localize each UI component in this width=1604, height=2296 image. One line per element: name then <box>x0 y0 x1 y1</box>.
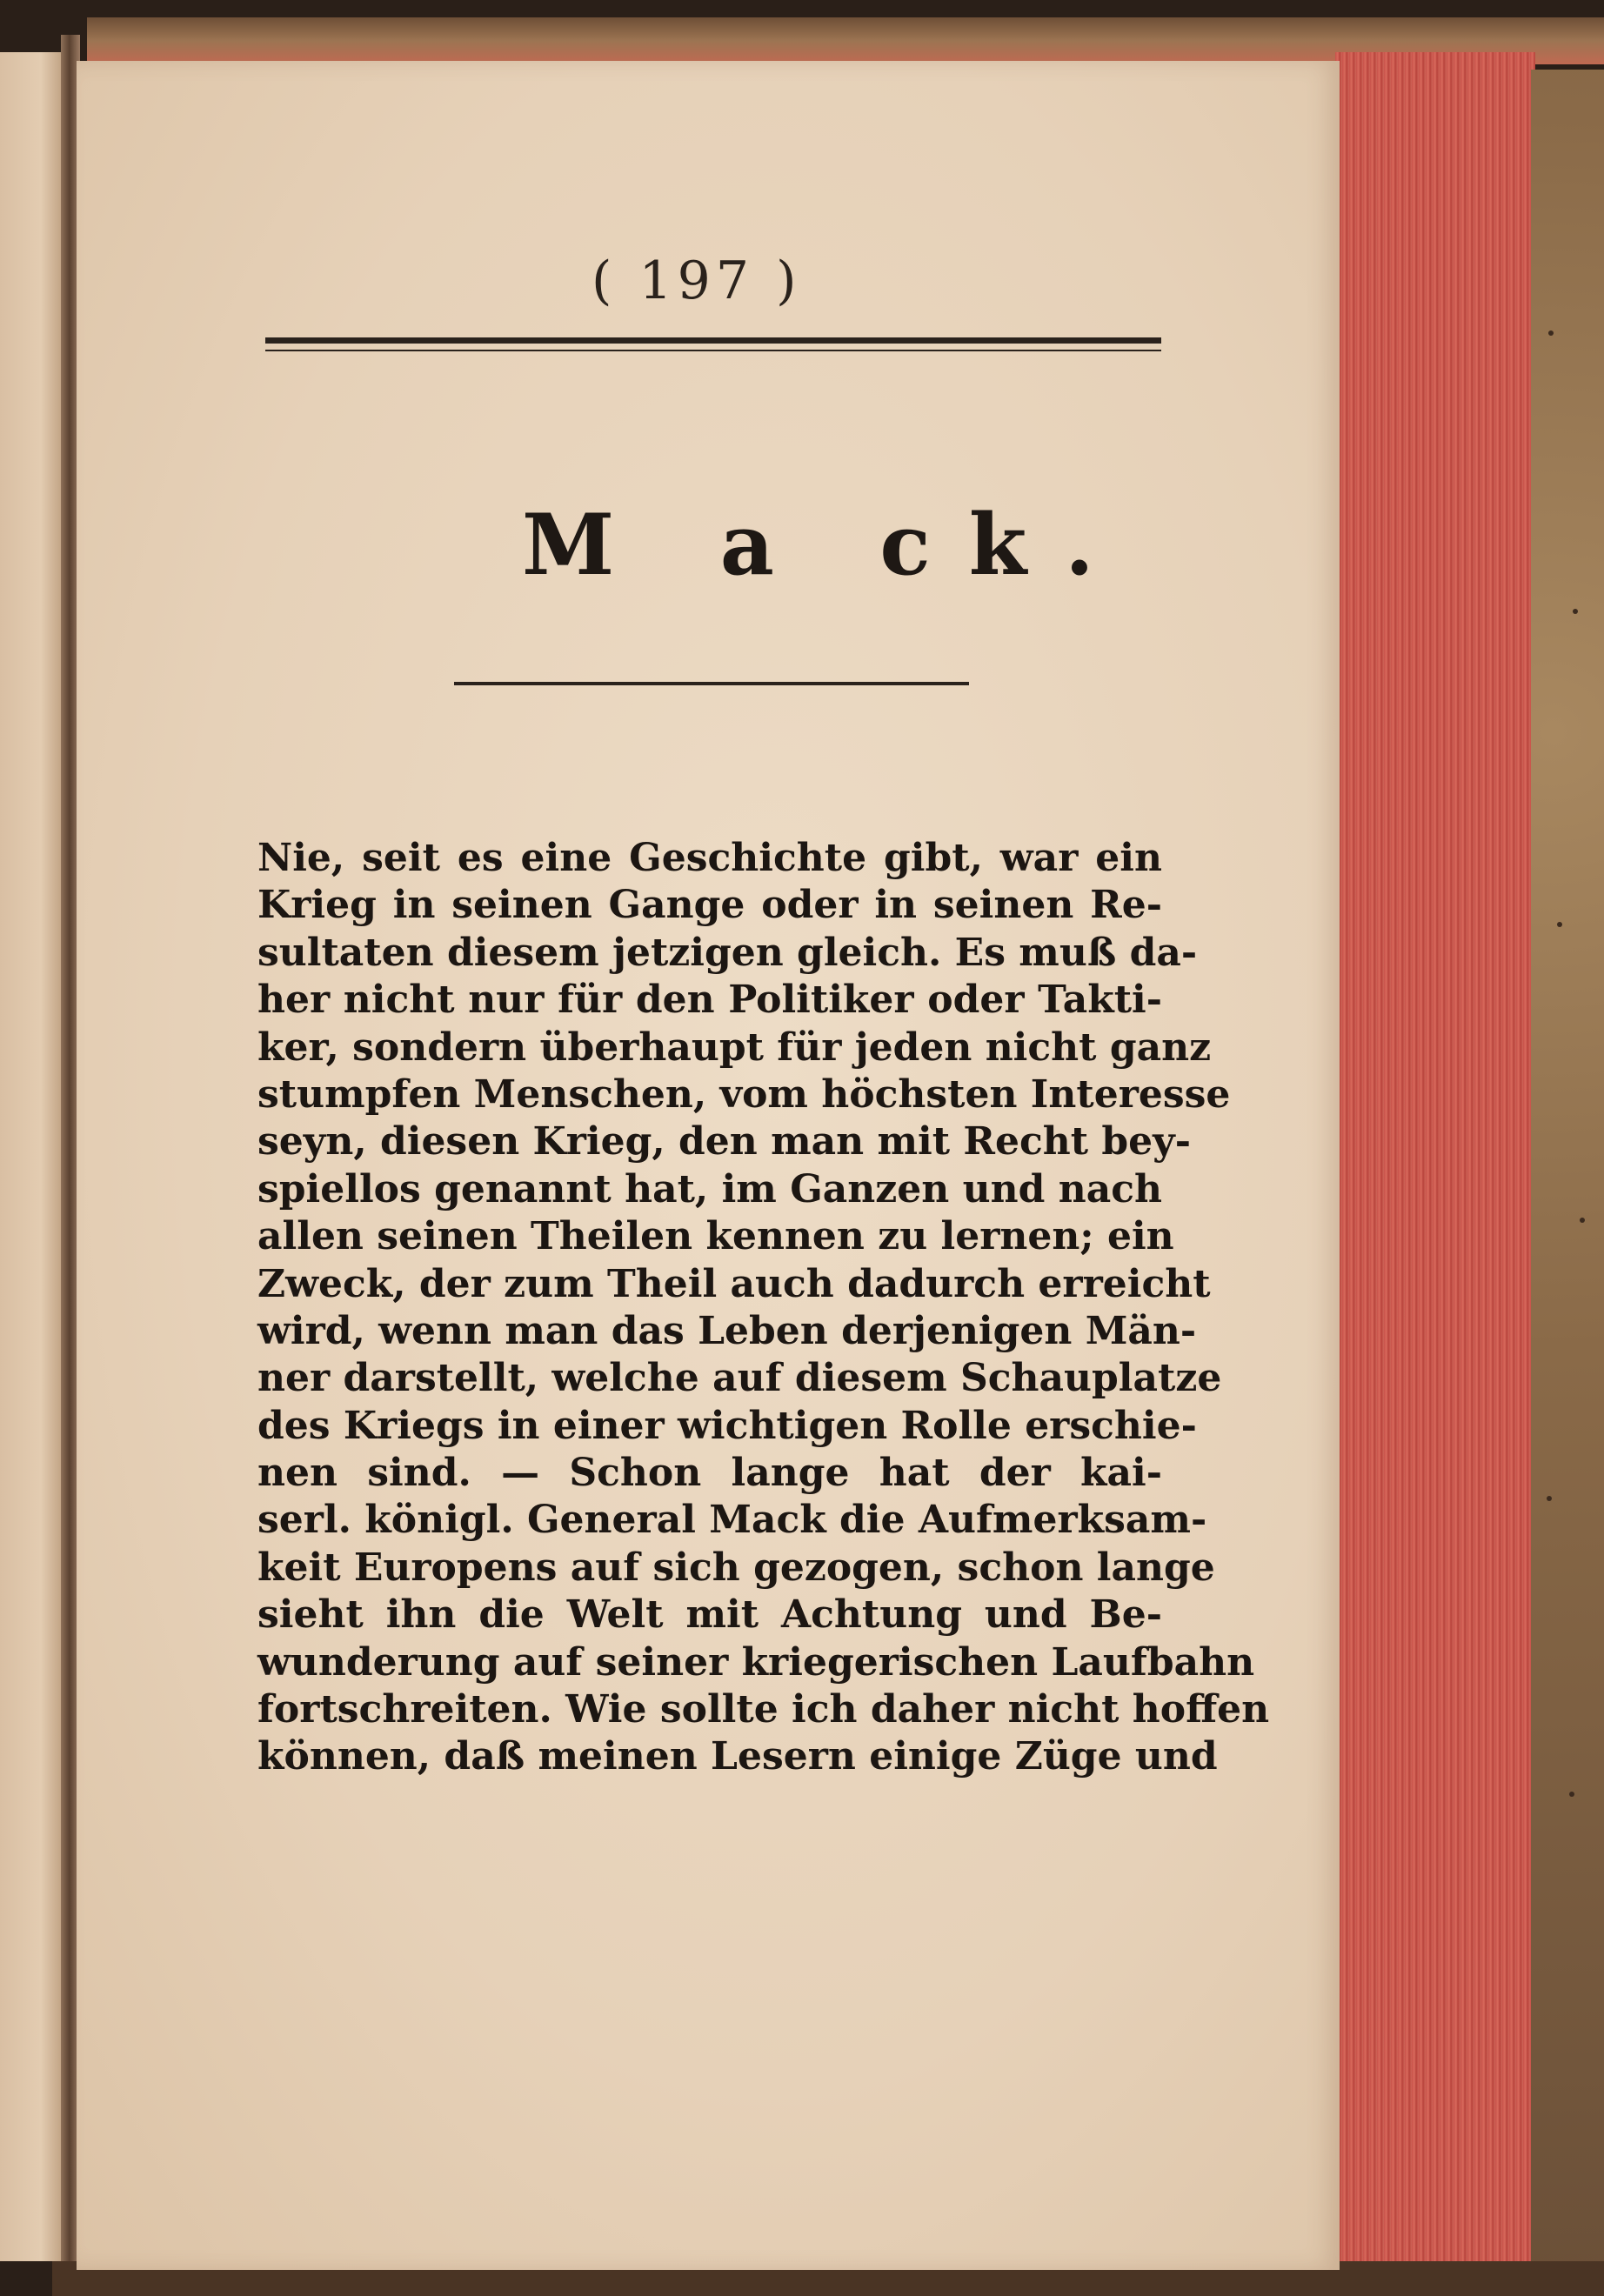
text-line: ner darstellt, welche auf diesem Schauplatze <box>257 1356 1222 1401</box>
text-line: serl. königl. General Mack die Aufmerksam- <box>257 1498 1207 1543</box>
facing-page-edge <box>0 52 68 2261</box>
text-line: des Kriegs in einer wichtigen Rolle erschie- <box>257 1403 1197 1448</box>
text-line: ker, sondern überhaupt für jeden nicht ganz <box>257 1025 1212 1070</box>
text-line: sieht ihn die Welt mit Achtung und Be- <box>257 1592 1162 1638</box>
text-line: fortschreiten. Wie sollte ich daher nicht hoffen <box>257 1687 1270 1732</box>
text-line: keit Europens auf sich gezogen, schon lange <box>257 1545 1215 1590</box>
text-line: können, daß meinen Lesern einige Züge und <box>257 1734 1218 1779</box>
text-line: wird, wenn man das Leben derjenigen Män- <box>257 1308 1197 1353</box>
text-line: spiellos genannt hat, im Ganzen und nach <box>257 1166 1162 1211</box>
text-line: her nicht nur für den Politiker oder Takti- <box>257 978 1162 1023</box>
text-line: sultaten diesem jetzigen gleich. Es muß da- <box>257 930 1198 975</box>
book-cover-edge <box>1531 70 1604 2279</box>
cover-speckle <box>1580 1218 1585 1223</box>
page-number: ( 197 ) <box>591 250 802 311</box>
cover-speckle <box>1573 609 1578 614</box>
text-line: Nie, seit es eine Geschichte gibt, war ein <box>257 836 1162 880</box>
text-line: Krieg in seinen Gange oder in seinen Re- <box>257 883 1162 928</box>
cover-speckle <box>1548 330 1554 336</box>
text-line: stumpfen Menschen, vom höchsten Interesse <box>257 1071 1231 1117</box>
header-rule <box>265 337 1161 344</box>
cover-speckle <box>1547 1496 1552 1501</box>
title-rule <box>454 682 969 685</box>
body-text <box>257 835 1270 1781</box>
header-rule-thin <box>265 350 1161 351</box>
cover-speckle <box>1557 922 1562 927</box>
text-line: Zweck, der zum Theil auch dadurch erreicht <box>257 1261 1211 1306</box>
chapter-title: M a ck. <box>522 496 1133 594</box>
text-line: nen sind. — Schon lange hat der kai- <box>257 1451 1162 1496</box>
text-line: allen seinen Theilen kennen zu lernen; ein <box>257 1214 1174 1259</box>
text-line: wunderung auf seiner kriegerischen Laufbahn <box>257 1639 1255 1685</box>
cover-speckle <box>1569 1792 1574 1797</box>
text-line: seyn, diesen Krieg, den man mit Recht bey- <box>257 1119 1191 1165</box>
page-fore-edge <box>1335 52 1535 2279</box>
